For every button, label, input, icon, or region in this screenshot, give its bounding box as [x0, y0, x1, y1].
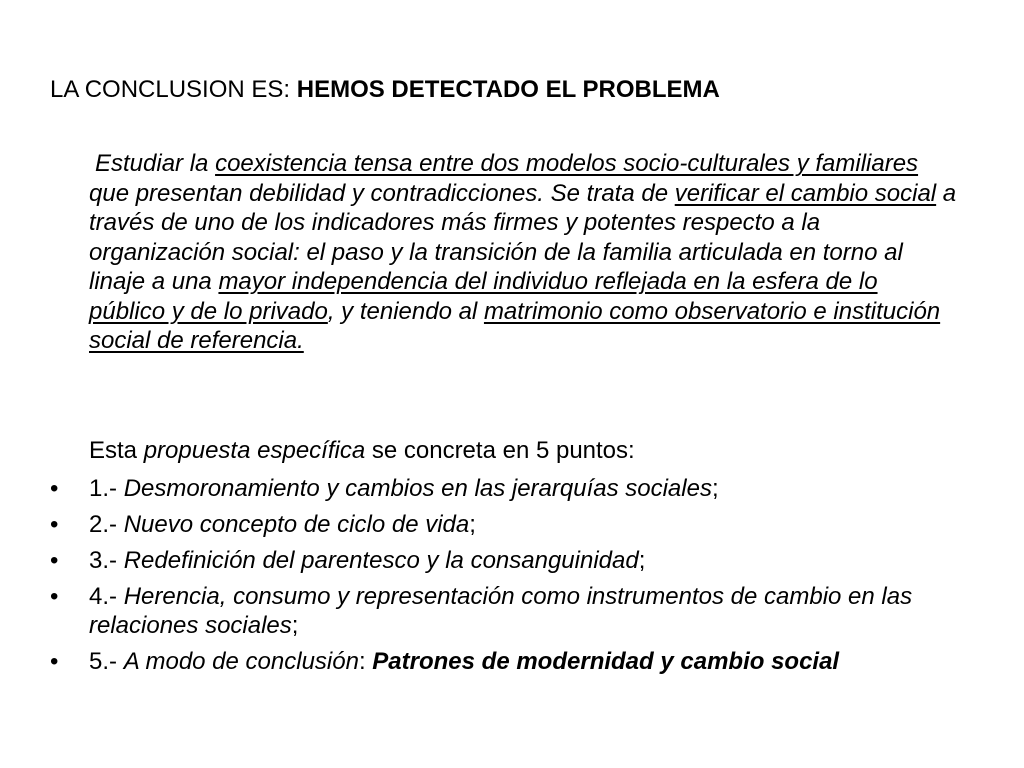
point-end: ; [291, 612, 299, 639]
bullet-icon: • [50, 648, 59, 675]
point-number: 5.- [89, 648, 124, 675]
list-item [50, 510, 970, 539]
intro-italic: propuesta específica [143, 437, 366, 464]
list-item [50, 474, 970, 503]
point-text: A modo de conclusión [123, 648, 359, 675]
point-text: Herencia, consumo y representación como instrumentos de cambio en las relaciones sociales [89, 583, 913, 639]
list-item [50, 582, 970, 640]
point-number: 4.- [89, 583, 124, 610]
heading-prefix: LA CONCLUSION ES: [50, 76, 297, 103]
point-end: ; [469, 511, 476, 538]
paragraph-text-3: a través de uno de los indicadores más firmes y potentes respecto a la organización social: el paso y la transición de la familia articulada en torno al linaje a una [89, 179, 957, 295]
point-number: 1.- [89, 475, 124, 502]
point-text: Desmoronamiento y cambios en las jerarquías sociales [123, 475, 712, 502]
bullet-icon: • [50, 547, 59, 574]
point-bold-text: Patrones de modernidad y cambio social [372, 648, 840, 675]
paragraph-text-1: Estudiar la [95, 150, 216, 177]
points-intro [89, 435, 635, 467]
points-list [50, 474, 970, 683]
point-end: ; [711, 475, 719, 502]
point-text: Redefinición del parentesco y la consanguinidad [123, 547, 639, 574]
point-number: 3.- [89, 547, 124, 574]
point-end: : [358, 648, 373, 675]
paragraph-underline-3: mayor independencia del individuo reflejada en la esfera de lo público y de lo privado [89, 268, 878, 325]
heading-bold-text: HEMOS DETECTADO EL PROBLEMA [296, 76, 720, 103]
paragraph-underline-1: coexistencia tensa entre dos modelos socio-culturales y familiares [215, 150, 919, 177]
paragraph-underline-2: verificar el cambio social [674, 179, 937, 207]
bullet-icon: • [50, 511, 59, 538]
point-number: 2.- [89, 511, 124, 538]
paragraph-text-4: , y teniendo al [327, 297, 484, 325]
point-text: Nuevo concepto de ciclo de vida [123, 511, 470, 538]
slide-heading [50, 74, 720, 106]
intro-post: se concreta en 5 puntos: [365, 437, 635, 464]
bullet-icon: • [50, 583, 59, 610]
bullet-icon: • [50, 475, 59, 502]
list-item [50, 647, 970, 676]
intro-pre: Esta [89, 437, 144, 464]
paragraph-text-2: que presentan debilidad y contradicciones. Se trata de [89, 179, 675, 207]
point-end: ; [638, 547, 646, 574]
list-item [50, 546, 970, 575]
body-paragraph [89, 149, 959, 356]
paragraph-underline-4: matrimonio como observatorio e institución social de referencia. [89, 297, 941, 354]
